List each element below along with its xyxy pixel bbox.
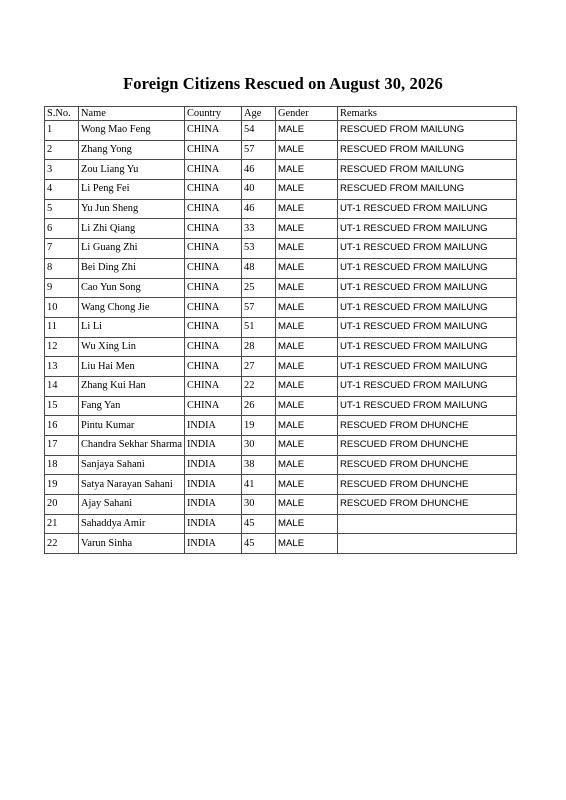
- cell-gender: MALE: [276, 121, 338, 141]
- cell-name: Li Zhi Qiang: [79, 219, 185, 239]
- cell-sno: 5: [45, 199, 79, 219]
- cell-remarks: RESCUED FROM DHUNCHE: [338, 475, 517, 495]
- cell-gender: MALE: [276, 258, 338, 278]
- header-row: [45, 107, 517, 121]
- table-header: [45, 107, 517, 121]
- cell-country: CHINA: [185, 239, 242, 259]
- cell-name: Wong Mao Feng: [79, 121, 185, 141]
- table-row: [45, 436, 517, 456]
- cell-sno: 10: [45, 298, 79, 318]
- table-row: [45, 219, 517, 239]
- cell-gender: MALE: [276, 298, 338, 318]
- table-row: [45, 396, 517, 416]
- cell-sno: 8: [45, 258, 79, 278]
- cell-gender: MALE: [276, 495, 338, 515]
- cell-remarks: [338, 534, 517, 554]
- table-row: [45, 278, 517, 298]
- cell-sno: 6: [45, 219, 79, 239]
- table-row: [45, 298, 517, 318]
- table-row: [45, 357, 517, 377]
- table-row: [45, 495, 517, 515]
- cell-name: Cao Yun Song: [79, 278, 185, 298]
- cell-age: 22: [242, 376, 276, 396]
- cell-name: Zhang Kui Han: [79, 376, 185, 396]
- cell-country: CHINA: [185, 121, 242, 141]
- table-body: [45, 121, 517, 554]
- cell-sno: 4: [45, 180, 79, 200]
- cell-remarks: RESCUED FROM MAILUNG: [338, 140, 517, 160]
- cell-remarks: UT-1 RESCUED FROM MAILUNG: [338, 278, 517, 298]
- table-row: [45, 475, 517, 495]
- cell-country: INDIA: [185, 455, 242, 475]
- cell-remarks: RESCUED FROM MAILUNG: [338, 180, 517, 200]
- cell-age: 30: [242, 495, 276, 515]
- cell-age: 27: [242, 357, 276, 377]
- cell-sno: 1: [45, 121, 79, 141]
- cell-sno: 9: [45, 278, 79, 298]
- table-row: [45, 199, 517, 219]
- cell-remarks: UT-1 RESCUED FROM MAILUNG: [338, 357, 517, 377]
- cell-age: 57: [242, 298, 276, 318]
- cell-country: CHINA: [185, 180, 242, 200]
- cell-name: Li Li: [79, 317, 185, 337]
- cell-sno: 22: [45, 534, 79, 554]
- cell-name: Li Guang Zhi: [79, 239, 185, 259]
- cell-sno: 15: [45, 396, 79, 416]
- cell-name: Pintu Kumar: [79, 416, 185, 436]
- cell-country: INDIA: [185, 416, 242, 436]
- cell-country: CHINA: [185, 298, 242, 318]
- cell-gender: MALE: [276, 396, 338, 416]
- header-country: Country: [185, 107, 242, 121]
- document-title: Foreign Citizens Rescued on August 30, 2026: [123, 74, 443, 94]
- cell-name: Satya Narayan Sahani: [79, 475, 185, 495]
- cell-remarks: RESCUED FROM DHUNCHE: [338, 436, 517, 456]
- cell-gender: MALE: [276, 199, 338, 219]
- table-row: [45, 455, 517, 475]
- cell-country: CHINA: [185, 219, 242, 239]
- table-row: [45, 121, 517, 141]
- cell-remarks: RESCUED FROM DHUNCHE: [338, 416, 517, 436]
- cell-name: Zhang Yong: [79, 140, 185, 160]
- cell-age: 33: [242, 219, 276, 239]
- cell-remarks: UT-1 RESCUED FROM MAILUNG: [338, 376, 517, 396]
- cell-country: CHINA: [185, 396, 242, 416]
- cell-country: CHINA: [185, 199, 242, 219]
- cell-remarks: UT-1 RESCUED FROM MAILUNG: [338, 337, 517, 357]
- cell-gender: MALE: [276, 475, 338, 495]
- cell-name: Varun Sinha: [79, 534, 185, 554]
- cell-age: 45: [242, 534, 276, 554]
- header-name: Name: [79, 107, 185, 121]
- cell-name: Yu Jun Sheng: [79, 199, 185, 219]
- cell-remarks: UT-1 RESCUED FROM MAILUNG: [338, 298, 517, 318]
- cell-sno: 19: [45, 475, 79, 495]
- cell-sno: 20: [45, 495, 79, 515]
- cell-gender: MALE: [276, 376, 338, 396]
- header-gender: Gender: [276, 107, 338, 121]
- cell-sno: 21: [45, 514, 79, 534]
- cell-sno: 17: [45, 436, 79, 456]
- cell-remarks: UT-1 RESCUED FROM MAILUNG: [338, 396, 517, 416]
- cell-remarks: RESCUED FROM DHUNCHE: [338, 455, 517, 475]
- cell-country: INDIA: [185, 534, 242, 554]
- table-row: [45, 317, 517, 337]
- cell-name: Zou Liang Yu: [79, 160, 185, 180]
- cell-country: INDIA: [185, 495, 242, 515]
- cell-age: 25: [242, 278, 276, 298]
- table-row: [45, 258, 517, 278]
- cell-country: CHINA: [185, 278, 242, 298]
- cell-gender: MALE: [276, 278, 338, 298]
- cell-remarks: [338, 514, 517, 534]
- cell-age: 19: [242, 416, 276, 436]
- cell-age: 48: [242, 258, 276, 278]
- cell-sno: 14: [45, 376, 79, 396]
- header-remarks: Remarks: [338, 107, 517, 121]
- cell-sno: 18: [45, 455, 79, 475]
- cell-age: 26: [242, 396, 276, 416]
- table-row: [45, 416, 517, 436]
- cell-age: 53: [242, 239, 276, 259]
- cell-name: Fang Yan: [79, 396, 185, 416]
- table-row: [45, 140, 517, 160]
- cell-gender: MALE: [276, 337, 338, 357]
- cell-name: Ajay Sahani: [79, 495, 185, 515]
- cell-country: CHINA: [185, 140, 242, 160]
- cell-gender: MALE: [276, 534, 338, 554]
- cell-gender: MALE: [276, 416, 338, 436]
- cell-country: CHINA: [185, 317, 242, 337]
- cell-name: Li Peng Fei: [79, 180, 185, 200]
- cell-name: Sahaddya Amir: [79, 514, 185, 534]
- cell-age: 40: [242, 180, 276, 200]
- cell-name: Sanjaya Sahani: [79, 455, 185, 475]
- cell-country: INDIA: [185, 514, 242, 534]
- cell-gender: MALE: [276, 160, 338, 180]
- header-sno: S.No.: [45, 107, 79, 121]
- cell-age: 46: [242, 199, 276, 219]
- cell-sno: 7: [45, 239, 79, 259]
- cell-country: CHINA: [185, 376, 242, 396]
- cell-remarks: RESCUED FROM MAILUNG: [338, 121, 517, 141]
- cell-gender: MALE: [276, 239, 338, 259]
- cell-gender: MALE: [276, 455, 338, 475]
- table-row: [45, 514, 517, 534]
- cell-gender: MALE: [276, 219, 338, 239]
- cell-gender: MALE: [276, 436, 338, 456]
- cell-name: Wang Chong Jie: [79, 298, 185, 318]
- cell-country: CHINA: [185, 258, 242, 278]
- cell-age: 28: [242, 337, 276, 357]
- rescued-citizens-table: [44, 106, 517, 554]
- cell-country: CHINA: [185, 357, 242, 377]
- table-row: [45, 160, 517, 180]
- cell-age: 46: [242, 160, 276, 180]
- cell-country: INDIA: [185, 436, 242, 456]
- cell-remarks: UT-1 RESCUED FROM MAILUNG: [338, 258, 517, 278]
- table-row: [45, 337, 517, 357]
- table-row: [45, 239, 517, 259]
- table-row: [45, 180, 517, 200]
- header-age: Age: [242, 107, 276, 121]
- cell-sno: 12: [45, 337, 79, 357]
- table-row: [45, 376, 517, 396]
- cell-gender: MALE: [276, 514, 338, 534]
- cell-name: Wu Xing Lin: [79, 337, 185, 357]
- cell-sno: 16: [45, 416, 79, 436]
- cell-age: 51: [242, 317, 276, 337]
- cell-country: CHINA: [185, 160, 242, 180]
- cell-age: 41: [242, 475, 276, 495]
- cell-sno: 11: [45, 317, 79, 337]
- cell-age: 57: [242, 140, 276, 160]
- cell-age: 38: [242, 455, 276, 475]
- cell-remarks: UT-1 RESCUED FROM MAILUNG: [338, 317, 517, 337]
- cell-gender: MALE: [276, 180, 338, 200]
- cell-remarks: UT-1 RESCUED FROM MAILUNG: [338, 219, 517, 239]
- cell-remarks: RESCUED FROM MAILUNG: [338, 160, 517, 180]
- cell-remarks: UT-1 RESCUED FROM MAILUNG: [338, 199, 517, 219]
- cell-age: 45: [242, 514, 276, 534]
- cell-sno: 13: [45, 357, 79, 377]
- cell-sno: 3: [45, 160, 79, 180]
- cell-name: Liu Hai Men: [79, 357, 185, 377]
- cell-name: Chandra Sekhar Sharma: [79, 436, 185, 456]
- cell-remarks: RESCUED FROM DHUNCHE: [338, 495, 517, 515]
- cell-age: 30: [242, 436, 276, 456]
- table-row: [45, 534, 517, 554]
- cell-gender: MALE: [276, 140, 338, 160]
- cell-gender: MALE: [276, 317, 338, 337]
- cell-age: 54: [242, 121, 276, 141]
- cell-sno: 2: [45, 140, 79, 160]
- cell-gender: MALE: [276, 357, 338, 377]
- cell-country: CHINA: [185, 337, 242, 357]
- cell-remarks: UT-1 RESCUED FROM MAILUNG: [338, 239, 517, 259]
- cell-name: Bei Ding Zhi: [79, 258, 185, 278]
- cell-country: INDIA: [185, 475, 242, 495]
